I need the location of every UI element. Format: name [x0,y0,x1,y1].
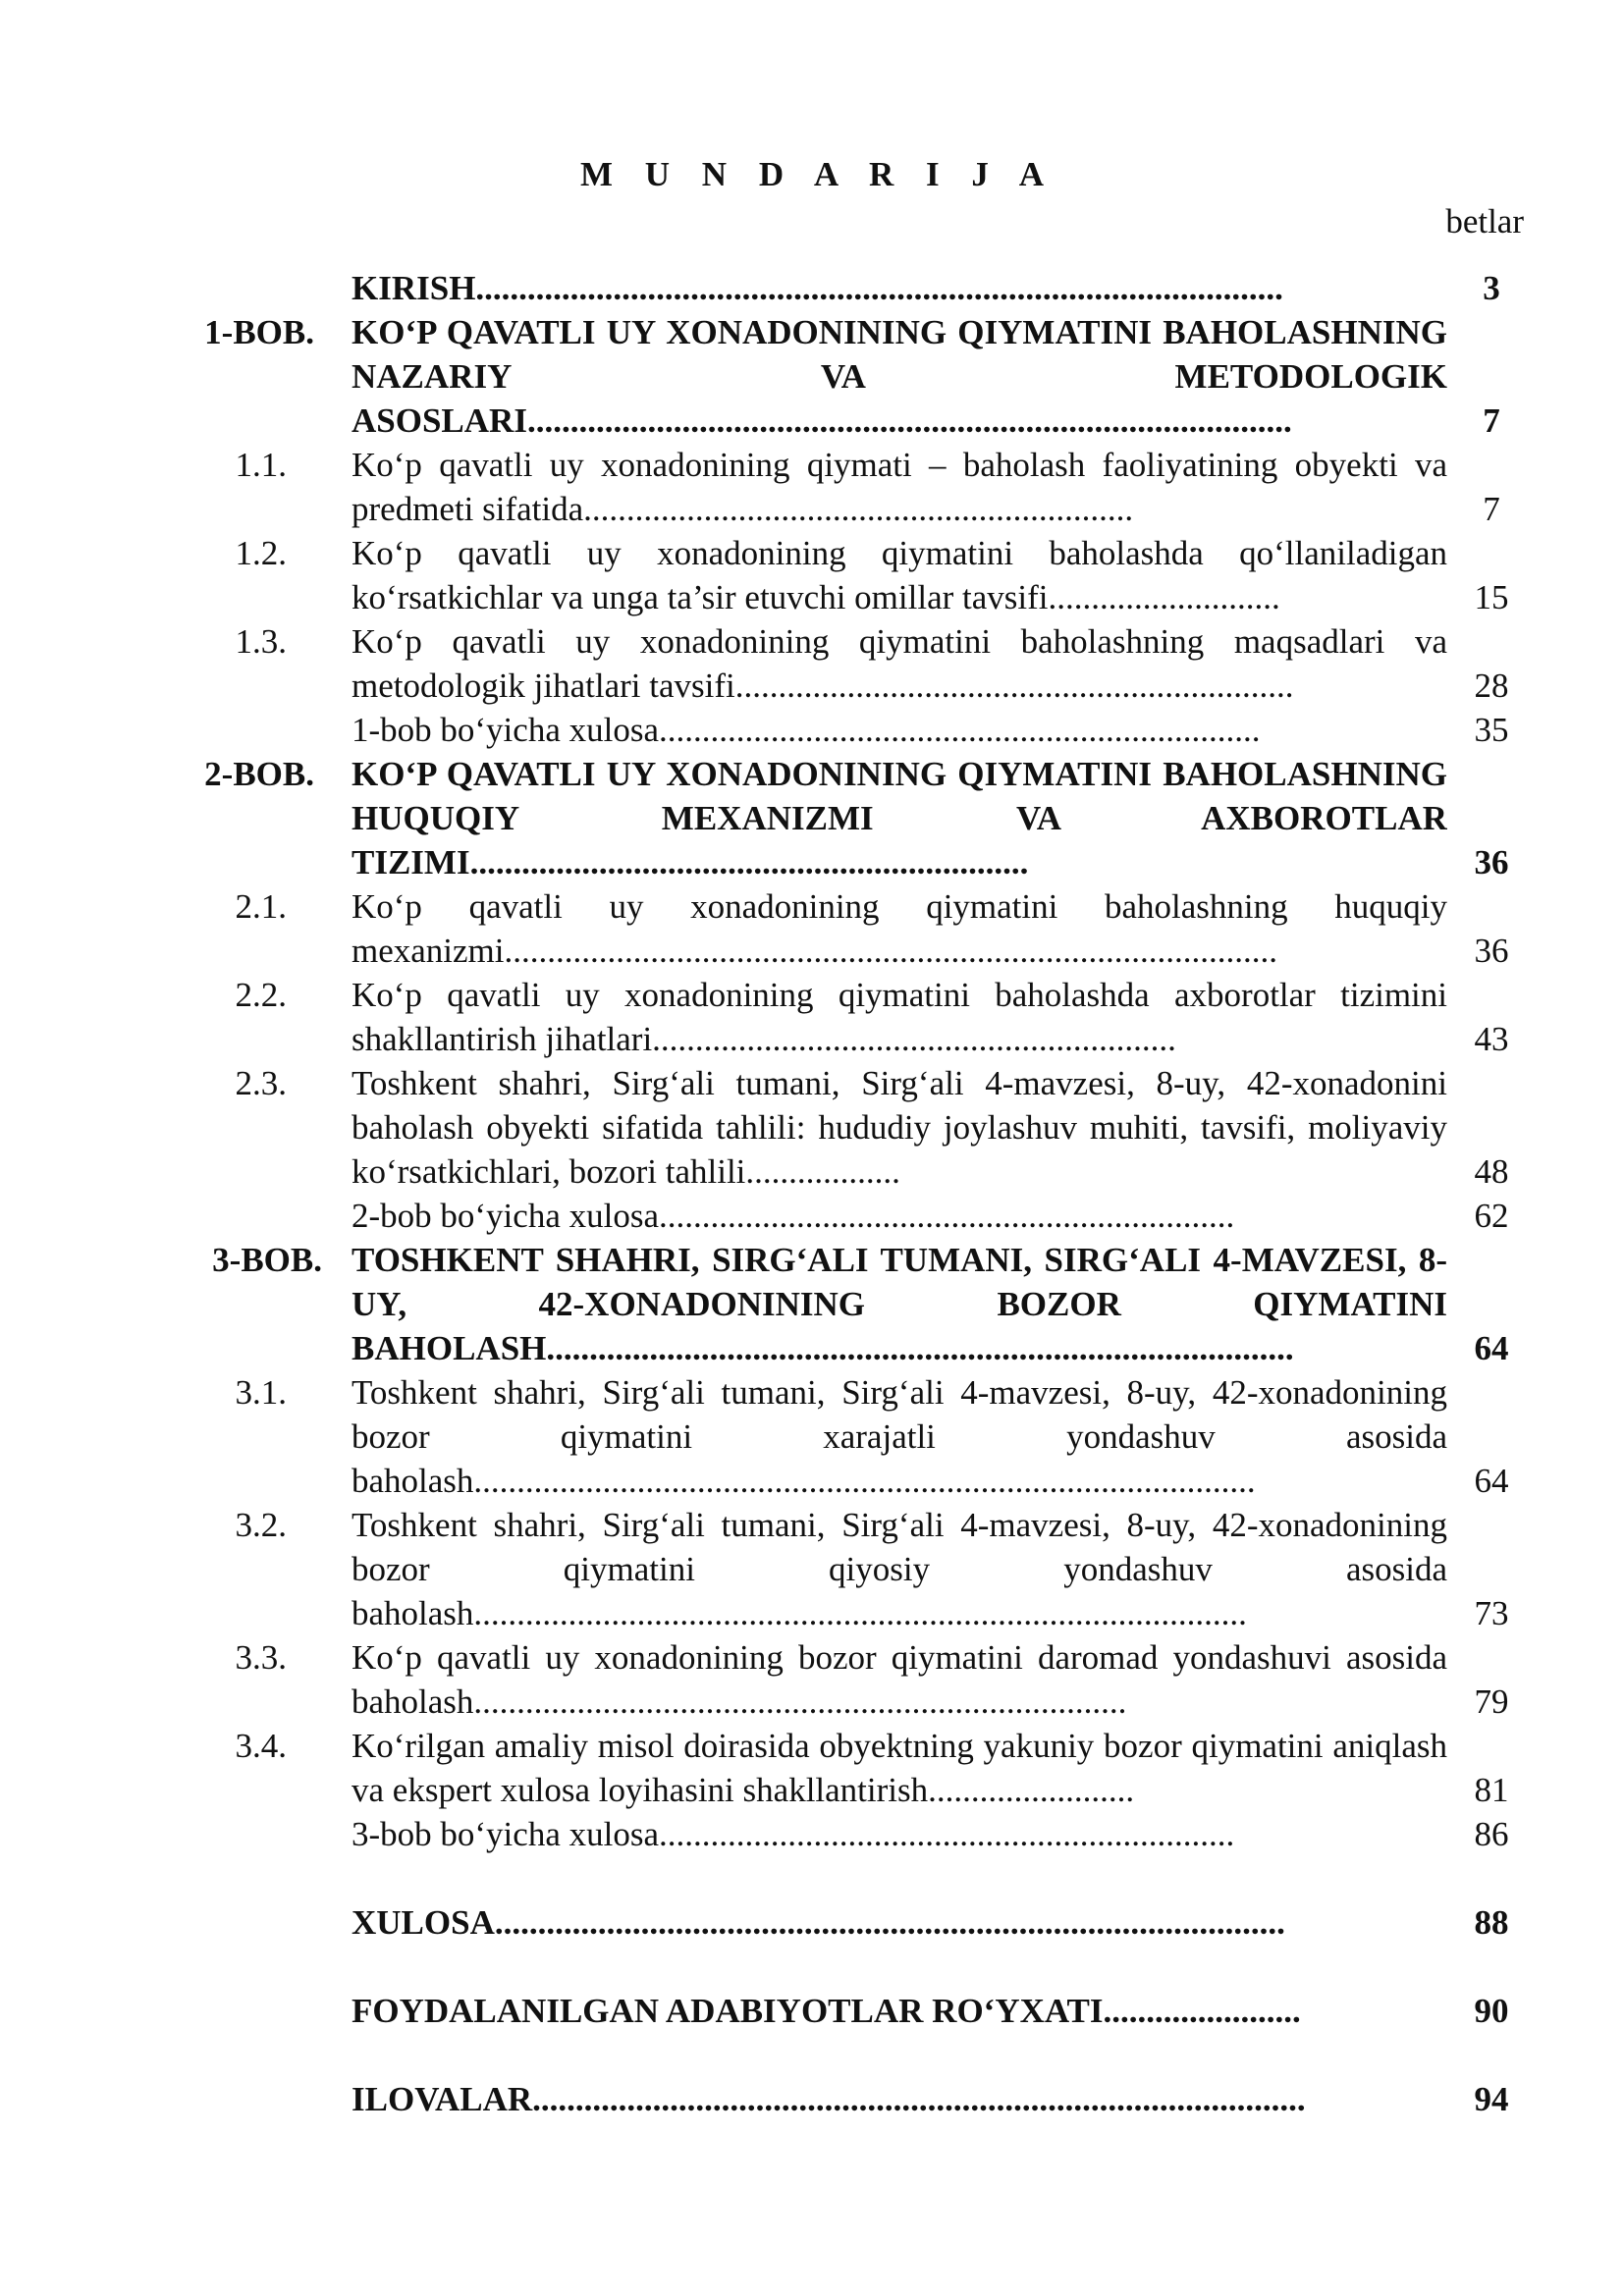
toc-entry-page: 73 [1474,1594,1509,1632]
toc-entry-number: 1.3. [235,622,287,661]
toc-entry-number: 3.1. [235,1373,287,1412]
toc-entry [0,752,1624,884]
toc-entry-title: Ko‘p qavatli uy xonadonining qiymatini baholashning maqsadlari va metodologik jihatlari tavsifi................................................................. [352,622,1447,705]
toc-entry-page: 15 [1474,578,1509,616]
toc-entry [0,1812,1624,1856]
toc-entry [0,973,1624,1061]
toc-entry-page: 90 [1474,1992,1509,2030]
toc-entry-title: 2-bob bo‘yicha xulosa................................................................... [352,1197,1235,1235]
toc-entry-page: 3 [1483,269,1500,307]
toc-entry-title: KO‘P QAVATLI UY XONADONINING QIYMATINI BAHOLASHNING HUQUQIY MEXANIZMI VA AXBOROTLAR TIZIMI................................................................. [352,755,1447,881]
toc-entry [0,1900,1624,1945]
toc-entry-page: 86 [1474,1815,1509,1853]
toc-entry-page: 7 [1483,401,1500,440]
toc-entry-page: 64 [1474,1462,1509,1500]
toc-entry [0,1238,1624,1370]
toc-entry-number: 2.2. [235,976,287,1014]
toc-entry [0,1503,1624,1635]
toc-entry-title: ILOVALAR.......................................................................................... [352,2080,1306,2118]
toc-entry-title: Ko‘p qavatli uy xonadonining bozor qiymatini daromad yondashuvi asosida baholash............................................................................ [352,1638,1447,1721]
toc-entry [0,266,1624,310]
toc-entry-number: 2.1. [235,887,287,926]
toc-entry-number: 2.3. [235,1064,287,1102]
toc-entry-page: 79 [1474,1682,1509,1721]
toc-entry [0,1635,1624,1724]
toc-entry-title: Ko‘p qavatli uy xonadonining qiymatini baholashda qo‘llaniladigan ko‘rsatkichlar va unga ta’sir etuvchi omillar tavsifi........................... [352,534,1447,616]
toc-entry [0,1194,1624,1238]
toc-entry-page: 35 [1474,711,1509,749]
toc-entry-page: 48 [1474,1152,1509,1191]
toc-entry-number: 3.4. [235,1727,287,1765]
toc-entry [0,619,1624,708]
toc-entry-title: FOYDALANILGAN ADABIYOTLAR RO‘YXATI....................... [352,1992,1301,2030]
toc-entry [0,310,1624,443]
toc-entry-title: 1-bob bo‘yicha xulosa...................................................................... [352,711,1261,749]
toc-entry-title: Toshkent shahri, Sirg‘ali tumani, Sirg‘ali 4-mavzesi, 8-uy, 42-xonadonining bozor qiymatini xarajatli yondashuv asosida baholash........................................................................................... [352,1373,1447,1500]
toc-entry-number: 3.3. [235,1638,287,1677]
toc-entry-number: 2-BOB. [204,755,314,793]
toc-entry [0,531,1624,619]
toc-entry [0,708,1624,752]
toc-entry-number: 1.2. [235,534,287,572]
toc-entry-page: 81 [1474,1771,1509,1809]
toc-entry [0,1370,1624,1503]
toc-entry-title: Ko‘p qavatli uy xonadonining qiymatini baholashda axborotlar tizimini shakllantirish jihatlari............................................................. [352,976,1447,1058]
toc-entry-title: 3-bob bo‘yicha xulosa................................................................... [352,1815,1235,1853]
toc-entry-page: 36 [1474,843,1509,881]
toc-entry-page: 28 [1474,667,1509,705]
toc-entry-page: 7 [1483,490,1500,528]
toc-entry-page: 43 [1474,1020,1509,1058]
toc-entry [0,1989,1624,2033]
toc-entry-title: Ko‘p qavatli uy xonadonining qiymati – baholash faoliyatining obyekti va predmeti sifatida................................................................ [352,446,1447,528]
toc-entry-title: TOSHKENT SHAHRI, SIRG‘ALI TUMANI, SIRG‘ALI 4-MAVZESI, 8-UY, 42-XONADONINING BOZOR QIYMATINI BAHOLASH....................................................................................... [352,1241,1447,1367]
toc-entry-number: 1.1. [235,446,287,484]
toc-entry-title: KO‘P QAVATLI UY XONADONINING QIYMATINI BAHOLASHNING NAZARIY VA METODOLOGIK ASOSLARI......................................................................................... [352,313,1447,440]
toc-entry-number: 3.2. [235,1506,287,1544]
toc-entry [0,884,1624,973]
toc-entry [0,2077,1624,2121]
toc-entry [0,1724,1624,1812]
toc-entry-page: 94 [1474,2080,1509,2118]
toc-entry-page: 88 [1474,1903,1509,1942]
pages-column-label: betlar [1445,202,1524,240]
toc-entry-number: 1-BOB. [204,313,314,351]
toc-entry-page: 36 [1474,932,1509,970]
toc-entry [0,443,1624,531]
toc-entry-number: 3-BOB. [212,1241,322,1279]
toc-entry-title: Toshkent shahri, Sirg‘ali tumani, Sirg‘ali 4-mavzesi, 8-uy, 42-xonadonini baholash obyekti sifatida tahlili: hududiy joylashuv muhiti, tavsifi, moliyaviy ko‘rsatkichlari, bozori tahlili.................. [352,1064,1447,1191]
toc-entry-title: Ko‘rilgan amaliy misol doirasida obyektning yakuniy bozor qiymatini aniqlash va ekspert xulosa loyihasini shakllantirish........................ [352,1727,1447,1809]
toc-entry-title: XULOSA............................................................................................ [352,1903,1285,1942]
toc-entry-page: 62 [1474,1197,1509,1235]
toc-entry-title: Toshkent shahri, Sirg‘ali tumani, Sirg‘ali 4-mavzesi, 8-uy, 42-xonadonining bozor qiymatini qiyosiy yondashuv asosida baholash.......................................................................................... [352,1506,1447,1632]
toc-entry-title: Ko‘p qavatli uy xonadonining qiymatini baholashning huquqiy mexanizmi.......................................................................................... [352,887,1447,970]
toc-entry [0,1061,1624,1194]
toc-entry-title: KIRISH.............................................................................................. [352,269,1283,307]
toc-entry-page: 64 [1474,1329,1509,1367]
page-title: M U N D A R I J A [579,155,1056,193]
